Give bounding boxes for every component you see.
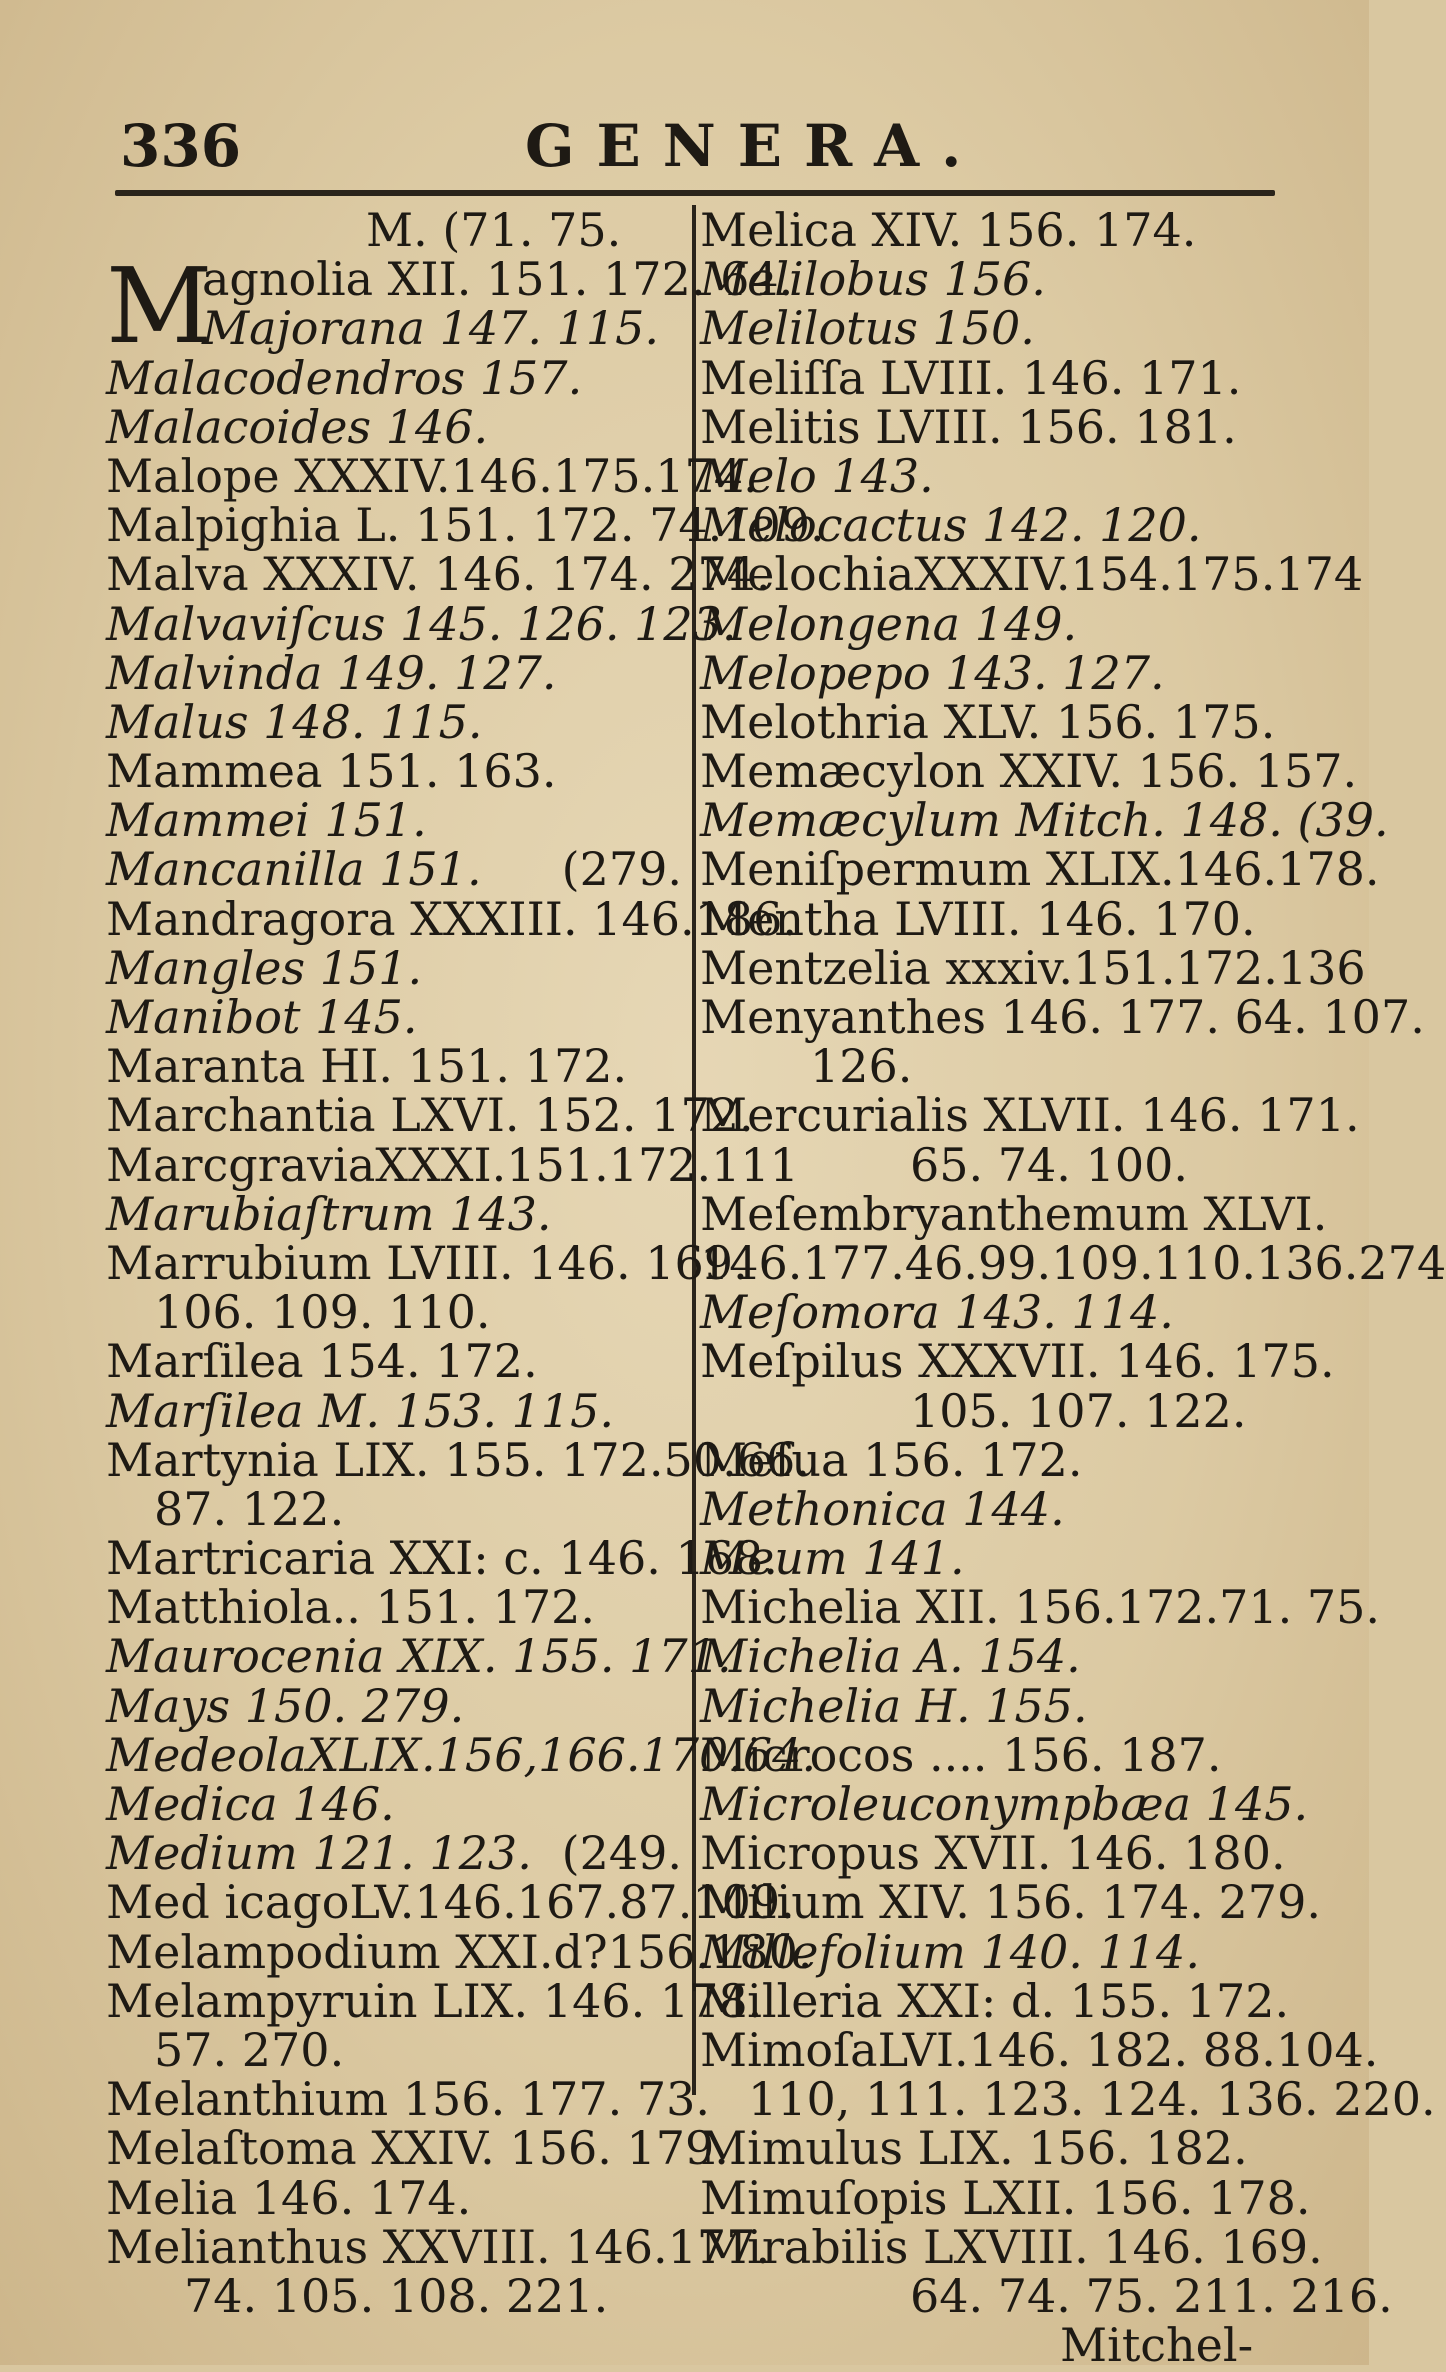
index-entry: Malpighia L. 151. 172. 74.109. [106, 498, 825, 553]
index-entry: Marubiaſtrum 143. [106, 1186, 552, 1241]
index-entry: Millefolium 140. 114. [700, 1924, 1200, 1979]
index-entry: Martricaria XXI: c. 146. 168. [106, 1531, 778, 1586]
index-entry: Malvaviſcus 145. 126. 123. [106, 596, 737, 651]
index-entry: Mammea 151. 163. [106, 744, 557, 799]
index-entry-continuation: 110, 111. 123. 124. 136. 220. [748, 2072, 1436, 2127]
index-entry: Melica XIV. 156. 174. [700, 203, 1197, 257]
index-entry-continuation: 126. [810, 1039, 913, 1094]
index-entry: Marſilea M. 153. 115. [106, 1383, 615, 1438]
index-entry: Melitis LVIII. 156. 181. [700, 399, 1237, 454]
index-entry: Marrubium LVIII. 146. 169. [106, 1235, 748, 1290]
index-entry: Medium 121. 123. (249. [106, 1826, 682, 1881]
index-entry: Meſua 156. 172. [700, 1432, 1083, 1487]
index-entry: Melanthium 156. 177. 73. [106, 2072, 711, 2127]
index-entry: Mimulus LIX. 156. 182. [700, 2121, 1248, 2176]
index-entry: Memæcylum Mitch. 148. (39. [700, 793, 1389, 848]
index-entry: Michelia H. 155. [700, 1678, 1088, 1733]
index-entry: Malva XXXIV. 146. 174. 274. [106, 547, 771, 602]
index-entry: Melothria XLV. 156. 175. [700, 694, 1276, 749]
index-entry: Manibot 145. [106, 990, 418, 1044]
index-entry: Mentha LVIII. 146. 170. [700, 891, 1256, 946]
index-entry-continuation: 74. 105. 108. 221. [184, 2268, 609, 2323]
index-entry: Meſomora 143. 114. [700, 1285, 1174, 1340]
index-entry: MarcgraviaXXXI.151.172.111 [106, 1137, 799, 1192]
index-entry: Medica 146. [106, 1777, 395, 1831]
index-entry: Melongena 149. [700, 596, 1078, 651]
index-entry: Mancanilla 151. (279. [106, 842, 682, 897]
overflow-tail: (249. [561, 1826, 682, 1881]
index-entry: Mercurialis XLVII. 146. 171. [700, 1088, 1360, 1143]
index-entry: Micropus XVII. 146. 180. [700, 1826, 1286, 1881]
index-entry: MelochiaXXXIV.154.175.174 [700, 547, 1364, 602]
index-entry: Majorana 147. 115. [202, 301, 660, 356]
index-entry: Meliſſa LVIII. 146. 171. [700, 350, 1242, 405]
index-entry: Martynia LIX. 155. 172.50.66. [106, 1432, 810, 1487]
index-entry: Melampyruin LIX. 146. 178. [106, 1973, 763, 2028]
right-column [700, 203, 1446, 2372]
index-entry-continuation: 57. 270. [154, 2022, 345, 2077]
index-entry: MedeolaXLIX.156,166.170.64. [106, 1727, 817, 1782]
index-entry: Milium XIV. 156. 174. 279. [700, 1875, 1321, 1930]
index-entry: Malus 148. 115. [106, 694, 483, 749]
drop-cap: M [106, 245, 213, 368]
index-entry: Mammei 151. [106, 793, 427, 848]
page-header [0, 0, 1369, 200]
index-entry: Maurocenia XIX. 155. 171. [106, 1629, 732, 1684]
index-entry: M agnolia XII. 151. 172. 64. [106, 245, 794, 368]
index-entry: Marſilea 154. 172. [106, 1334, 538, 1389]
index-entry: Med icagoLV.146.167.87.109. [106, 1875, 795, 1930]
index-entry: Malacodendros 157. [106, 350, 583, 405]
index-entry: Meniſpermum XLIX.146.178. [700, 842, 1380, 897]
index-entry-continuation: 64. 74. 75. 211. 216. [910, 2268, 1393, 2323]
index-entry: Melocactus 142. 120. [700, 498, 1202, 553]
index-entry: MimoſaLVI.146. 182. 88.104. [700, 2022, 1379, 2077]
index-entry: Melopepo 143. 127. [700, 645, 1165, 700]
index-entry: Microleuconympbæa 145. [700, 1777, 1309, 1831]
index-entry: Methonica 144. [700, 1481, 1065, 1536]
index-entry: Menyanthes 146. 177. 64. 107. [700, 990, 1425, 1044]
index-entry-continuation: 87. 122. [154, 1481, 345, 1536]
index-entry: Melianthus XXVIII. 146.177. [106, 2219, 771, 2274]
index-entry: Michelia A. 154. [700, 1629, 1081, 1684]
index-entry: Malvinda 149. 127. [106, 645, 557, 700]
index-entry: Mimuſopis LXII. 156. 178. [700, 2170, 1311, 2225]
index-entry: Melaſtoma XXIV. 156. 179. [106, 2121, 729, 2176]
index-entry: Matthiola.. 151. 172. [106, 1580, 595, 1635]
index-entry: Melilobus 156. [700, 252, 1046, 307]
index-entry: Melilotus 150. [700, 301, 1035, 356]
index-entry: Melia 146. 174. [106, 2170, 472, 2225]
index-entry: Mirabilis LXVIII. 146. 169. [700, 2219, 1323, 2274]
index-entry: Meum 141. [700, 1531, 965, 1586]
index-entry: Mandragora XXXIII. 146.186. [106, 891, 798, 946]
header-rule [115, 190, 1275, 196]
index-entry: Maranta HI. 151. 172. [106, 1039, 628, 1094]
index-entry: Michelia XII. 156.172.71. 75. [700, 1580, 1381, 1635]
index-entry: Milleria XXI: d. 155. 172. [700, 1973, 1290, 2028]
index-entry: Malope XXXIV.146.175.174. [106, 448, 758, 503]
overflow-tail: (279. [561, 842, 682, 897]
index-entry: M. (71. 75. [366, 203, 622, 257]
page-number: 336 [120, 112, 242, 180]
index-entry-continuation: 106. 109. 110. [154, 1285, 491, 1340]
index-entry: Melo 143. [700, 448, 934, 503]
index-entry-continuation: 105. 107. 122. [910, 1383, 1247, 1438]
index-entry: Marchantia LXVI. 152. 172. [106, 1088, 754, 1143]
index-entry: Meſembryanthemum XLVI. [700, 1186, 1328, 1241]
running-title: GENERA. [525, 112, 984, 180]
catchword: Mitchel- [1060, 2318, 1254, 2372]
index-entry: Meſpilus XXXVII. 146. 175. [700, 1334, 1335, 1389]
index-entry-continuation: 65. 74. 100. [910, 1137, 1188, 1192]
index-entry-continuation: 146.177.46.99.109.110.136.274 [700, 1235, 1446, 1290]
index-entry: Mentzelia xxxiv.151.172.136 [700, 940, 1366, 995]
index-entry: Mays 150. 279. [106, 1678, 465, 1733]
index-entry: Mangles 151. [106, 940, 423, 995]
index-entry: Microcos .... 156. 187. [700, 1727, 1222, 1782]
index-entry: Malacoides 146. [106, 399, 489, 454]
index-entry: Memæcylon XXIV. 156. 157. [700, 744, 1358, 799]
index-entry: Melampodium XXI.d?156.180. [106, 1924, 813, 1979]
